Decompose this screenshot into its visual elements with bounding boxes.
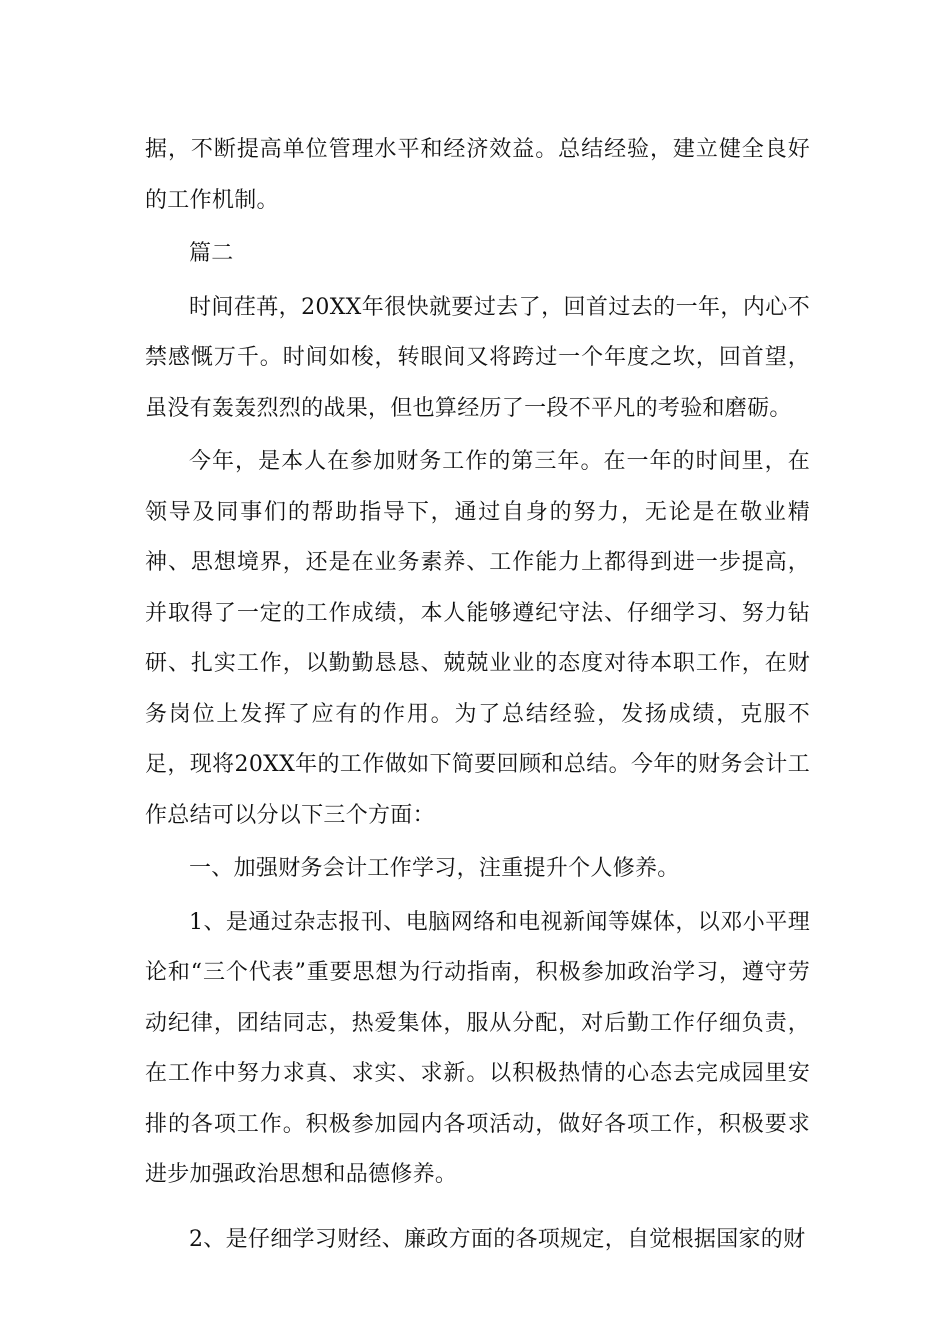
- paragraph-intro: 时间荏苒，20XX年很快就要过去了，回首过去的一年，内心不禁感慨万千。时间如梭，转眼间又将跨过一个年度之坎，回首望，虽没有轰轰烈烈的战果，但也算经历了一段不平凡的考验和磨砺。: [145, 294, 810, 421]
- document-body: [145, 125, 810, 1265]
- section-heading-one: 一、加强财务会计工作学习，注重提升个人修养。: [189, 856, 680, 881]
- paragraph-summary: 今年，是本人在参加财务工作的第三年。在一年的时间里，在领导及同事们的帮助指导下，通过自身的努力，无论是在敬业精神、思想境界，还是在业务素养、工作能力上都得到进一步提高，并取得了一定的工作成绩，本人能够遵纪守法、仔细学习、努力钻研、扎实工作，以勤勤恳恳、兢兢业业的态度对待本职工作，在财务岗位上发挥了应有的作用。为了总结经验，发扬成绩，克服不足，现将20XX年的工作做如下简要回顾和总结。今年的财务会计工作总结可以分以下三个方面：: [145, 449, 810, 828]
- section-heading-part-two: 篇二: [189, 241, 234, 266]
- paragraph-item-1: 1、是通过杂志报刊、电脑网络和电视新闻等媒体，以邓小平理论和“三个代表”重要思想为行动指南，积极参加政治学习，遵守劳动纪律，团结同志，热爱集体，服从分配，对后勤工作仔细负责，在工作中努力求真、求实、求新。以积极热情的心态去完成园里安排的各项工作。积极参加园内各项活动，做好各项工作，积极要求进步加强政治思想和品德修养。: [145, 909, 810, 1187]
- paragraph-continuation: 据，不断提高单位管理水平和经济效益。总结经验，建立健全良好的工作机制。: [145, 137, 810, 213]
- paragraph-item-2: 2、是仔细学习财经、廉政方面的各项规定，自觉根据国家的财: [189, 1226, 806, 1252]
